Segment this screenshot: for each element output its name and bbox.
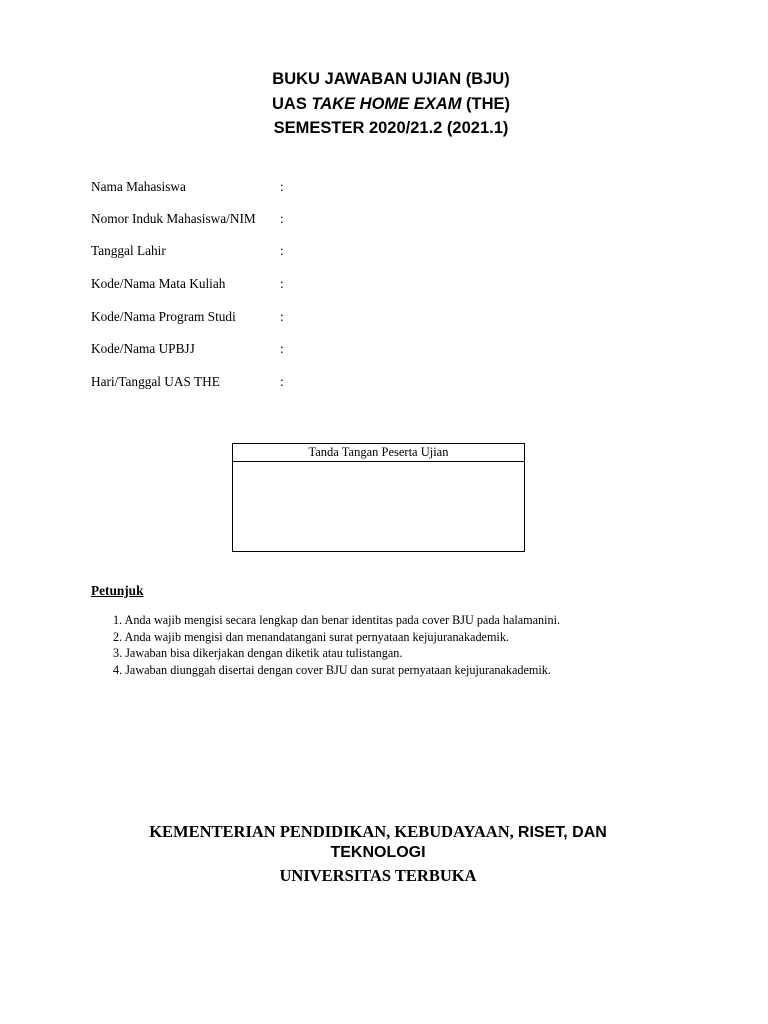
instruction-item: 1. Anda wajib mengisi secara lengkap dan benar identitas pada cover BJU pada halamanini. — [113, 613, 561, 627]
form-label: Nama Mahasiswa — [91, 179, 186, 194]
footer-ministry — [0, 822, 756, 843]
nama-mahasiswa-field[interactable] — [294, 178, 594, 196]
tanggal-uas-field[interactable] — [294, 373, 594, 391]
form-colon: : — [280, 276, 284, 291]
header-semester: SEMESTER 2020/21.2 (2021.1) — [273, 119, 509, 137]
footer-ministry-serif: KEMENTERIAN PENDIDIKAN, KEBUDAYAAN, — [149, 822, 518, 841]
program-studi-field[interactable] — [294, 308, 594, 326]
form-colon: : — [280, 341, 284, 356]
instruction-item: 3. Jawaban bisa dikerjakan dengan diketik atau tulistangan. — [113, 646, 403, 660]
upbjj-field[interactable] — [294, 340, 594, 358]
signature-box — [232, 443, 525, 552]
form-colon: : — [280, 243, 284, 258]
instructions-list — [113, 612, 560, 678]
signature-area[interactable] — [233, 462, 524, 552]
tanggal-lahir-field[interactable] — [294, 242, 594, 260]
form-label: Hari/Tanggal UAS THE — [91, 374, 220, 389]
signature-header: Tanda Tangan Peserta Ujian — [233, 444, 524, 462]
footer-university: UNIVERSITAS TERBUKA — [279, 866, 477, 885]
form-label: Nomor Induk Mahasiswa/NIM — [91, 211, 256, 226]
form-label: Kode/Nama Program Studi — [91, 309, 236, 324]
header-subtitle-prefix: UAS — [271, 95, 312, 113]
footer-ministry-sans: RISET, DAN — [517, 824, 607, 841]
instruction-item: 4. Jawaban diunggah disertai dengan cover BJU dan surat pernyataan kejujuranakademik. — [113, 662, 551, 677]
header-subtitle-suffix: (THE) — [461, 95, 511, 113]
mata-kuliah-field[interactable] — [294, 275, 594, 293]
form-label: Kode/Nama UPBJJ — [91, 341, 195, 356]
form-label: Tanggal Lahir — [91, 243, 166, 258]
header-title: BUKU JAWABAN UJIAN (BJU) — [272, 70, 510, 88]
form-colon: : — [280, 179, 284, 194]
form-colon: : — [280, 309, 284, 324]
header-subtitle-italic: TAKE HOME EXAM — [311, 95, 462, 113]
form-label: Kode/Nama Mata Kuliah — [91, 276, 226, 291]
form-colon: : — [280, 211, 284, 226]
instruction-item: 2. Anda wajib mengisi dan menandatangani surat pernyataan kejujuranakademik. — [113, 629, 509, 644]
nim-field[interactable] — [294, 210, 594, 228]
footer-ministry-line2: TEKNOLOGI — [330, 844, 426, 861]
instructions-title: Petunjuk — [91, 583, 144, 598]
form-colon: : — [280, 374, 284, 389]
header-subtitle — [0, 94, 768, 114]
